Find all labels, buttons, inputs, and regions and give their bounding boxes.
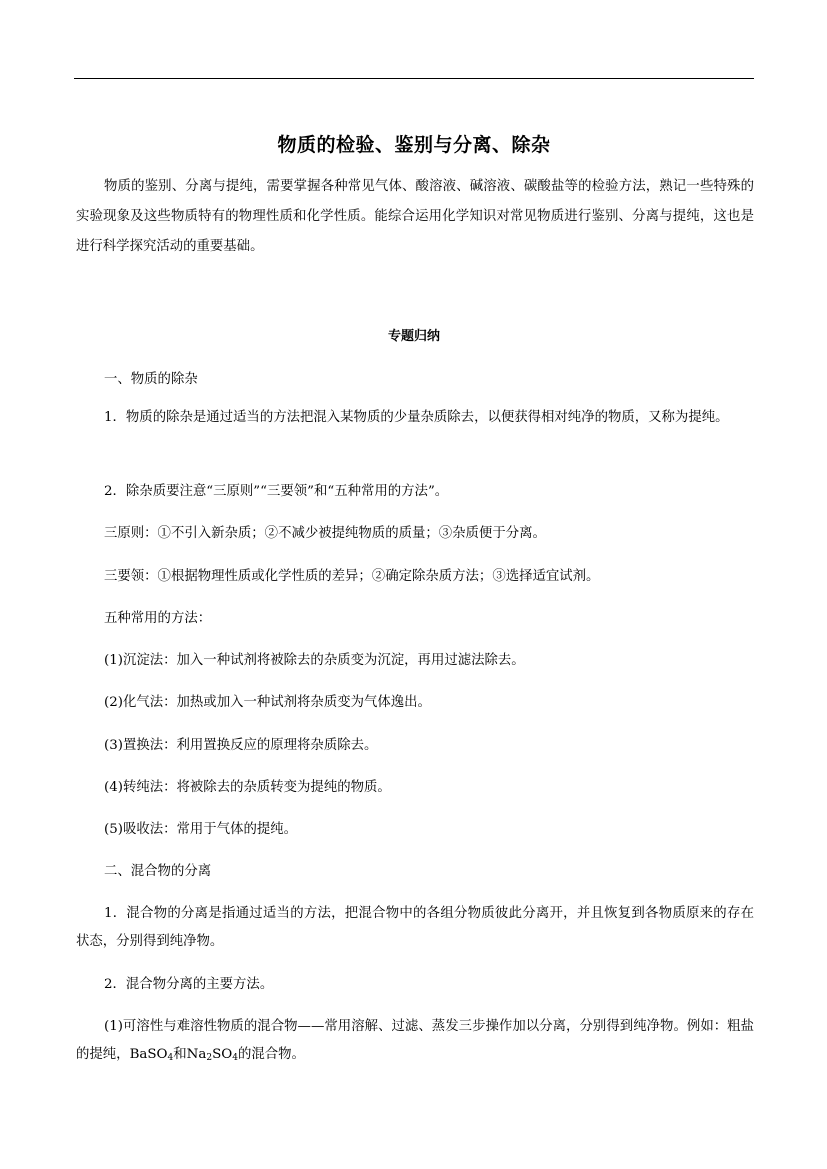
three-essentials: 三要领：①根据物理性质或化学性质的差异；②确定除杂质方法；③选择适宜试剂。 [104,569,600,584]
intro-paragraph: 物质的鉴别、分离与提纯，需要掌握各种常见气体、酸溶液、碱溶液、碳酸盐等的检验方法，熟记一些特殊的实验现象及这些物质特有的物理性质和化学性质。能综合运用化学知识对常见物质进行鉴别、分离与提纯，这也是进行科学探究活动的重要基础。 [76,179,754,254]
part2-sub1-end: 的混合物。 [238,1047,305,1062]
chem-na2so4: $Na_2SO_4$ [186,1047,238,1063]
method-conversion: (4)转纯法：将被除去的杂质转变为提纯的物质。 [104,780,391,795]
method-absorption: (5)吸收法：常用于气体的提纯。 [104,822,298,837]
part2-item1: 1．混合物的分离是指通过适当的方法，把混合物中的各组分物质彼此分离开，并且恢复到各物质原来的存在状态，分别得到纯净物。 [76,906,754,949]
part2-item2: 2．混合物分离的主要方法。 [104,977,274,992]
three-principles: 三原则：①不引入新杂质；②不减少被提纯物质的质量；③杂质便于分离。 [104,526,546,541]
part2-sub1-text: (1)可溶性与难溶性物质的混合物——常用溶解、过滤、蒸发三步操作加以分离，分别得到纯净物。例如：粗盐的提纯， [76,1019,754,1062]
part1-heading: 一、物质的除杂 [104,372,198,387]
section-title: 专题归纳 [387,329,440,344]
part2-sub1-and: 和 [173,1047,187,1062]
part2-heading: 二、混合物的分离 [104,864,212,879]
part1-item2: 2．除杂质要注意“三原则”“三要领”和“五种常用的方法”。 [104,484,449,499]
method-displacement: (3)置换法：利用置换反应的原理将杂质除去。 [104,738,378,753]
method-gasification: (2)化气法：加热或加入一种试剂将杂质变为气体逸出。 [104,695,431,710]
document-title: 物质的检验、鉴别与分离、除杂 [277,134,551,156]
part1-item1: 1．物质的除杂是通过适当的方法把混入某物质的少量杂质除去，以便获得相对纯净的物质，又称为提纯。 [104,410,729,425]
part2-sub1 [76,1013,754,1069]
chem-baso4: BaSO$_4$ [129,1047,174,1063]
header-rule [74,78,754,79]
methods-heading: 五种常用的方法： [104,611,212,626]
method-precipitation: (1)沉淀法：加入一种试剂将被除去的杂质变为沉淀，再用过滤法除去。 [104,653,525,668]
